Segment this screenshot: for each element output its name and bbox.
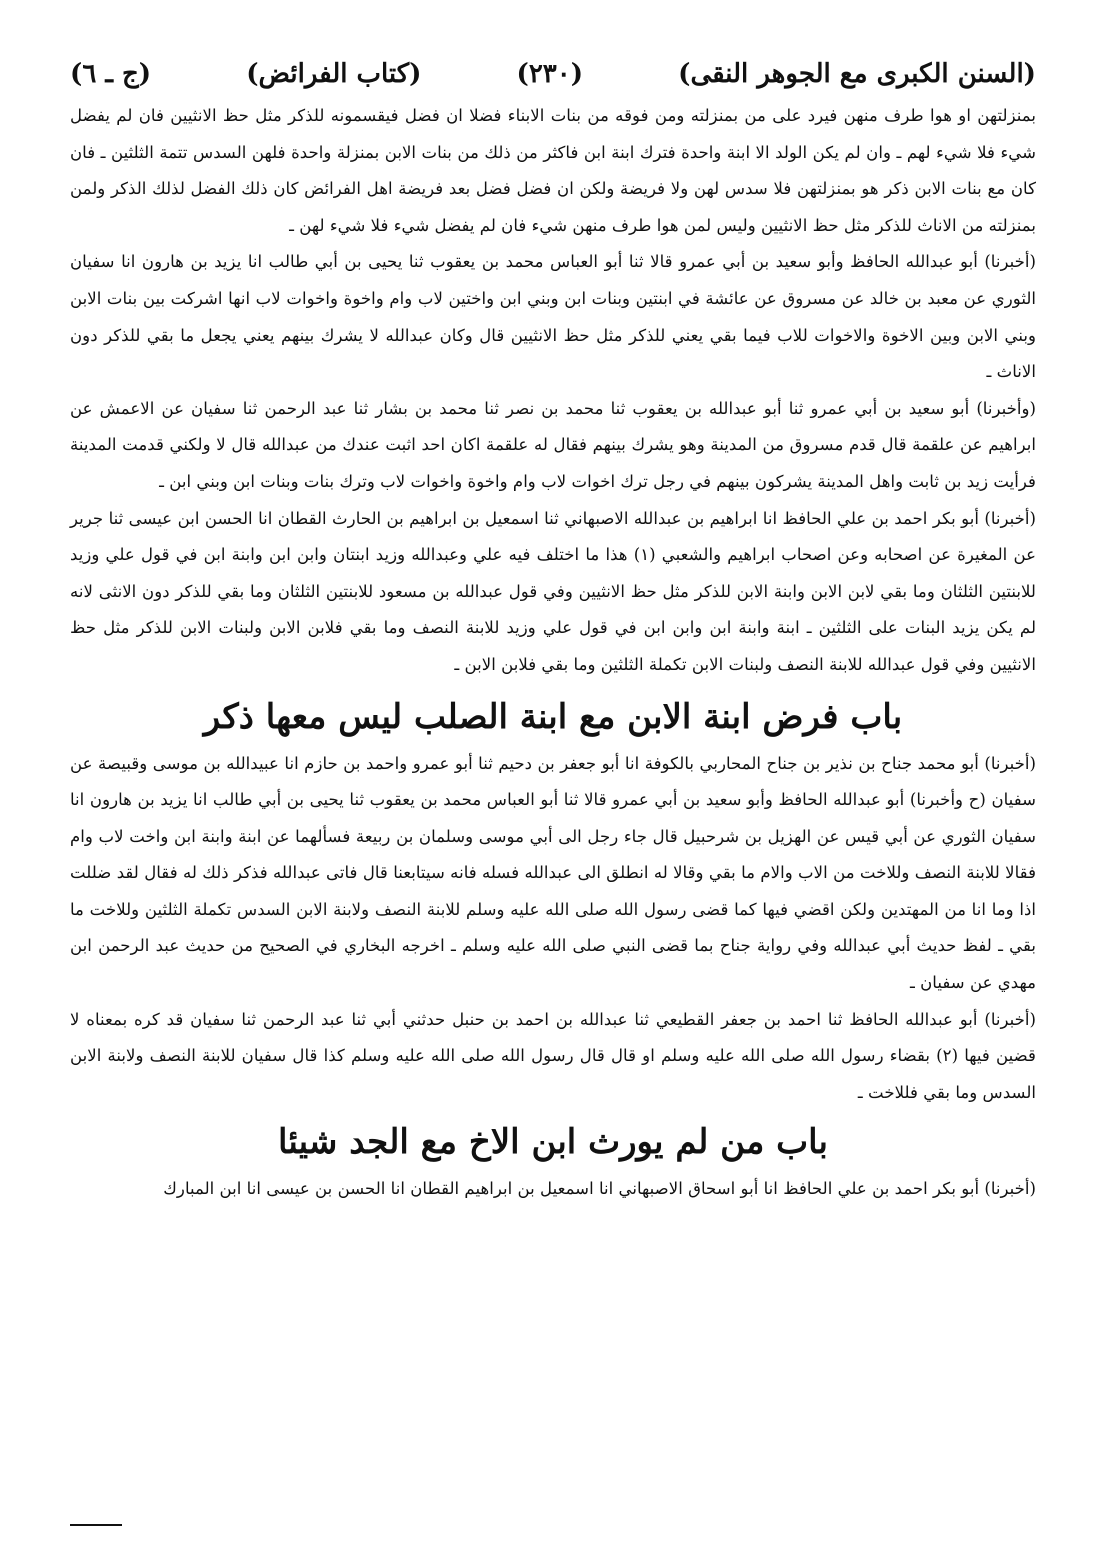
footnote-rule [70, 1524, 122, 1526]
paragraph-1: بمنزلتهن او هوا طرف منهن فيرد على من بمنزلته ومن فوقه من بنات الابناء فضلا ان فضل فيقسمونه للذكر مثل حظ الانثيين فان لم يفضل شيء فلا شيء لهم ـ وان لم يكن الولد الا ابنة واحدة فترك ابنة ابن فاكثر من ذلك من بنات الابن بمنزلة واحدة فلهن السدس تتمة الثلثين ـ فان كان مع بنات الابن ذكر هو بمنزلتهن فلا سدس لهن ولا فريضة ولكن ان فضل فضل بعد فريضة اهل الفرائض كان ذلك الفضل لذلك الذكر ولمن بمنزلته من الاناث للذكر مثل حظ الانثيين وليس لمن هوا طرف منهن شيء فان لم يفضل شيء فلا شيء لهن ـ [70, 106, 1036, 235]
document-page [70, 50, 1036, 1208]
paragraph-5: (أخبرنا) أبو محمد جناح بن نذير بن جناح المحاربي بالكوفة انا أبو جعفر بن دحيم ثنا أبو عمرو واحمد بن حازم انا عبيدالله بن موسى وقبيصة عن سفيان (ح وأخبرنا) أبو عبدالله الحافظ وأبو سعيد بن أبي عمرو قالا ثنا أبو العباس محمد بن يعقوب ثنا يحيى بن أبي طالب انا يزيد بن هارون انا سفيان الثوري عن أبي قيس عن الهزيل بن شرحبيل قال جاء رجل الى أبي موسى وسلمان بن ربيعة فسألهما عن ابنة وابنة ابن واخت لاب وام فقالا للابنة النصف وللاخت من الاب والام ما بقي وقالا له انطلق الى عبدالله فسله فانه سيتابعنا قال فاتى عبدالله فذكر ذلك له فقال لقد ضللت اذا وما انا من المهتدين ولكن اقضي فيها كما قضى رسول الله صلى الله عليه وسلم للابنة النصف ولابنة الابن السدس تكملة الثلثين وللاخت ما بقي ـ لفظ حديث أبي عبدالله وفي رواية جناح بما قضى النبي صلى الله عليه وسلم ـ اخرجه البخاري في الصحيح من حديث عبد الرحمن ابن مهدي عن سفيان ـ [70, 753, 1036, 993]
header-page-number: (٢٣٠) [516, 59, 584, 89]
paragraph-6: (أخبرنا) أبو عبدالله الحافظ ثنا احمد بن جعفر القطيعي ثنا عبدالله بن احمد بن حنبل حدثني أبي ثنا عبد الرحمن ثنا سفيان قد كره بمعناه لا قضين فيها (٢) بقضاء رسول الله صلى الله عليه وسلم او قال قال رسول الله صلى الله عليه وسلم كذا قال سفيان للابنة النصف ولابنة الابن السدس وما بقي فللاخت ـ [70, 1009, 1036, 1102]
running-header [70, 50, 1036, 98]
paragraph-3: (وأخبرنا) أبو سعيد بن أبي عمرو ثنا أبو عبدالله بن يعقوب ثنا محمد بن نصر ثنا محمد بن بشار ثنا عبد الرحمن ثنا سفيان عن الاعمش عن ابراهيم عن علقمة قال قدم مسروق من المدينة وهو يشرك بينهم فقال له علقمة اكان احد اثبت عندك من عبدالله قال لا ولكني قدمت المدينة فرأيت زيد بن ثابت واهل المدينة يشركون بينهم في رجل ترك اخوات لاب وام واخوة واخوات لاب وترك بنات وبنات ابن وبني ابن ـ [70, 398, 1036, 491]
paragraph-2: (أخبرنا) أبو عبدالله الحافظ وأبو سعيد بن أبي عمرو قالا ثنا أبو العباس محمد بن يعقوب ثنا يحيى بن أبي طالب انا يزيد بن هارون انا سفيان الثوري عن معبد بن خالد عن مسروق عن عائشة في ابنتين وبنات ابن وبني ابن واختين لاب وام واخوة واخوات لاب انها اشركت بين بنات الابن وبني الابن وبين الاخوة والاخوات للاب فيما بقي يعني للذكر مثل حظ الانثيين قال وكان عبدالله لا يشرك بينهم يعني يجعل ما بقي للذكر دون الاناث ـ [70, 252, 1036, 382]
chapter-heading-1: باب فرض ابنة الابن مع ابنة الصلب ليس معها ذكر [203, 696, 903, 737]
header-book: (كتاب الفرائض) [246, 59, 422, 89]
chapter-heading-2: باب من لم يورث ابن الاخ مع الجد شيئا [278, 1122, 828, 1163]
header-volume: (ج ـ ٦) [70, 59, 152, 89]
paragraph-4: (أخبرنا) أبو بكر احمد بن علي الحافظ انا ابراهيم بن عبدالله الاصبهاني ثنا اسمعيل بن ابراهيم بن الحارث القطان انا الحسن ابن عيسى ثنا جرير عن المغيرة عن اصحابه وعن اصحاب ابراهيم والشعبي (١) هذا ما اختلف فيه علي وعبدالله وزيد ابنتان وابن ابن وابنة ابن في قول علي وزيد للابنتين الثلثان وما بقي لابن الابن وابنة الابن للذكر مثل حظ الانثيين وفي قول عبدالله بن مسعود للابنتين الثلثان وما بقي للذكر دون الانثى لانه لم يكن يزيد البنات على الثلثين ـ ابنة وابنة ابن وابن ابن في قول علي وزيد للابنة النصف وما بقي فلابن الابن ولبنات الابن للذكر مثل حظ الانثيين وفي قول عبدالله للابنة النصف ولبنات الابن تكملة الثلثين وما بقي فلابن الابن ـ [70, 508, 1036, 674]
header-title: (السنن الكبرى مع الجوهر النقى) [678, 59, 1036, 89]
paragraph-7: (أخبرنا) أبو بكر احمد بن علي الحافظ انا أبو اسحاق الاصبهاني انا اسمعيل بن ابراهيم القطان انا الحسن بن عيسى انا ابن المبارك [163, 1179, 1036, 1199]
